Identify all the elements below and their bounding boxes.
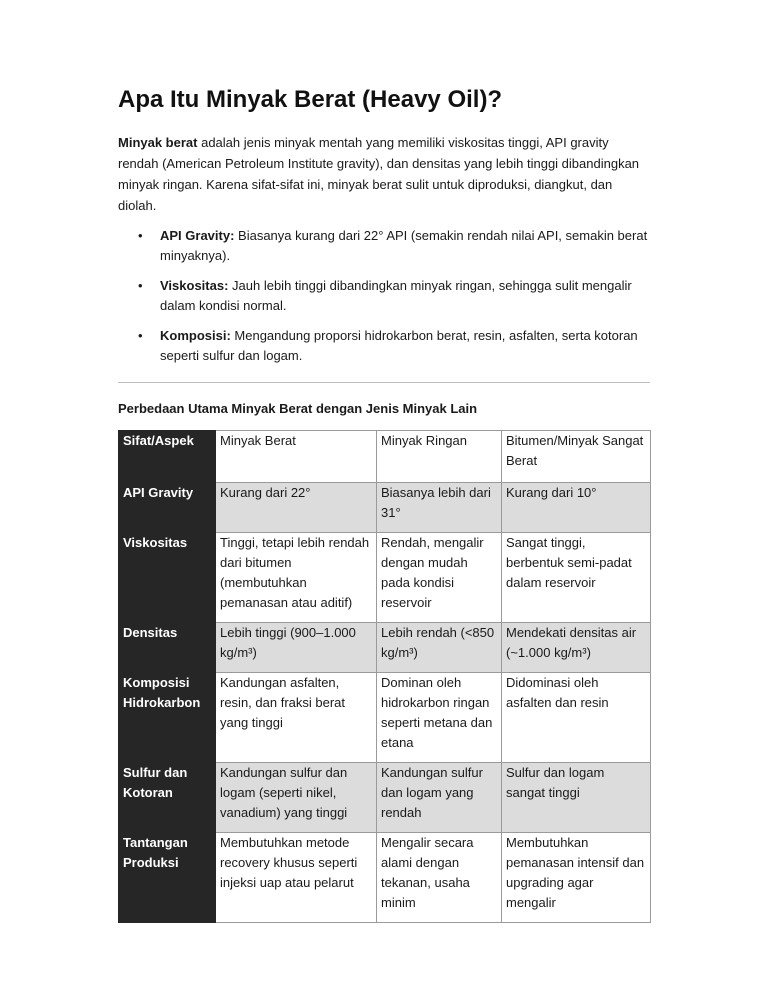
intro-paragraph	[118, 132, 650, 216]
table-cell: Sulfur dan logam sangat tinggi	[502, 763, 651, 833]
row-header: Sifat/Aspek	[119, 431, 216, 483]
table-cell: Kandungan asfalten, resin, dan fraksi berat yang tinggi	[216, 673, 377, 763]
table-cell: Dominan oleh hidrokarbon ringan seperti metana dan etana	[377, 673, 502, 763]
table-cell: Kurang dari 22°	[216, 483, 377, 533]
point-label: Komposisi:	[160, 328, 231, 343]
list-item	[160, 326, 650, 366]
table-cell: Lebih rendah (<850 kg/m³)	[377, 623, 502, 673]
table-row	[119, 673, 651, 763]
section-title: Perbedaan Utama Minyak Berat dengan Jenis Minyak Lain	[118, 401, 478, 416]
table-cell: Rendah, mengalir dengan mudah pada kondisi reservoir	[377, 533, 502, 623]
intro-text: adalah jenis minyak mentah yang memiliki viskositas tinggi, API gravity rendah (American Petroleum Institute gravity), dan densitas yang lebih tinggi dibandingkan minyak ringan. Karena sifat-sifat ini, minyak berat sulit untuk diproduksi, diangkut, dan diolah.	[118, 135, 640, 213]
point-label: API Gravity:	[160, 228, 235, 243]
table-row	[119, 833, 651, 923]
key-points-list	[118, 226, 650, 366]
page-title: Apa Itu Minyak Berat (Heavy Oil)?	[118, 86, 503, 113]
table-cell: Didominasi oleh asfalten dan resin	[502, 673, 651, 763]
row-header: API Gravity	[119, 483, 216, 533]
table-cell: Membutuhkan pemanasan intensif dan upgrading agar mengalir	[502, 833, 651, 923]
table-cell: Bitumen/Minyak Sangat Berat	[502, 431, 651, 483]
table-row	[119, 763, 651, 833]
point-text: Jauh lebih tinggi dibandingkan minyak ringan, sehingga sulit mengalir dalam kondisi normal.	[160, 278, 632, 313]
table-row	[119, 431, 651, 483]
table-cell: Kandungan sulfur dan logam yang rendah	[377, 763, 502, 833]
point-label: Viskositas:	[160, 278, 229, 293]
table-cell: Minyak Berat	[216, 431, 377, 483]
row-header: Tantangan Produksi	[119, 833, 216, 923]
table-cell: Kandungan sulfur dan logam (seperti nikel, vanadium) yang tinggi	[216, 763, 377, 833]
table-cell: Biasanya lebih dari 31°	[377, 483, 502, 533]
table-cell: Tinggi, tetapi lebih rendah dari bitumen (membutuhkan pemanasan atau aditif)	[216, 533, 377, 623]
list-item	[160, 276, 650, 316]
table-cell: Lebih tinggi (900–1.000 kg/m³)	[216, 623, 377, 673]
list-item	[160, 226, 650, 266]
intro-term: Minyak berat	[118, 135, 198, 150]
table-cell: Membutuhkan metode recovery khusus seperti injeksi uap atau pelarut	[216, 833, 377, 923]
comparison-table	[118, 430, 651, 923]
table-cell: Kurang dari 10°	[502, 483, 651, 533]
table-cell: Mengalir secara alami dengan tekanan, usaha minim	[377, 833, 502, 923]
table-cell: Sangat tinggi, berbentuk semi-padat dalam reservoir	[502, 533, 651, 623]
table-row	[119, 623, 651, 673]
row-header: Densitas	[119, 623, 216, 673]
table-cell: Mendekati densitas air (~1.000 kg/m³)	[502, 623, 651, 673]
table-cell: Minyak Ringan	[377, 431, 502, 483]
table-row	[119, 483, 651, 533]
point-text: Mengandung proporsi hidrokarbon berat, resin, asfalten, serta kotoran seperti sulfur dan logam.	[160, 328, 638, 363]
document-page	[118, 82, 650, 923]
row-header: Komposisi Hidrokarbon	[119, 673, 216, 763]
row-header: Sulfur dan Kotoran	[119, 763, 216, 833]
table-row	[119, 533, 651, 623]
point-text: Biasanya kurang dari 22° API (semakin rendah nilai API, semakin berat minyaknya).	[160, 228, 648, 263]
row-header: Viskositas	[119, 533, 216, 623]
horizontal-divider	[118, 382, 650, 383]
